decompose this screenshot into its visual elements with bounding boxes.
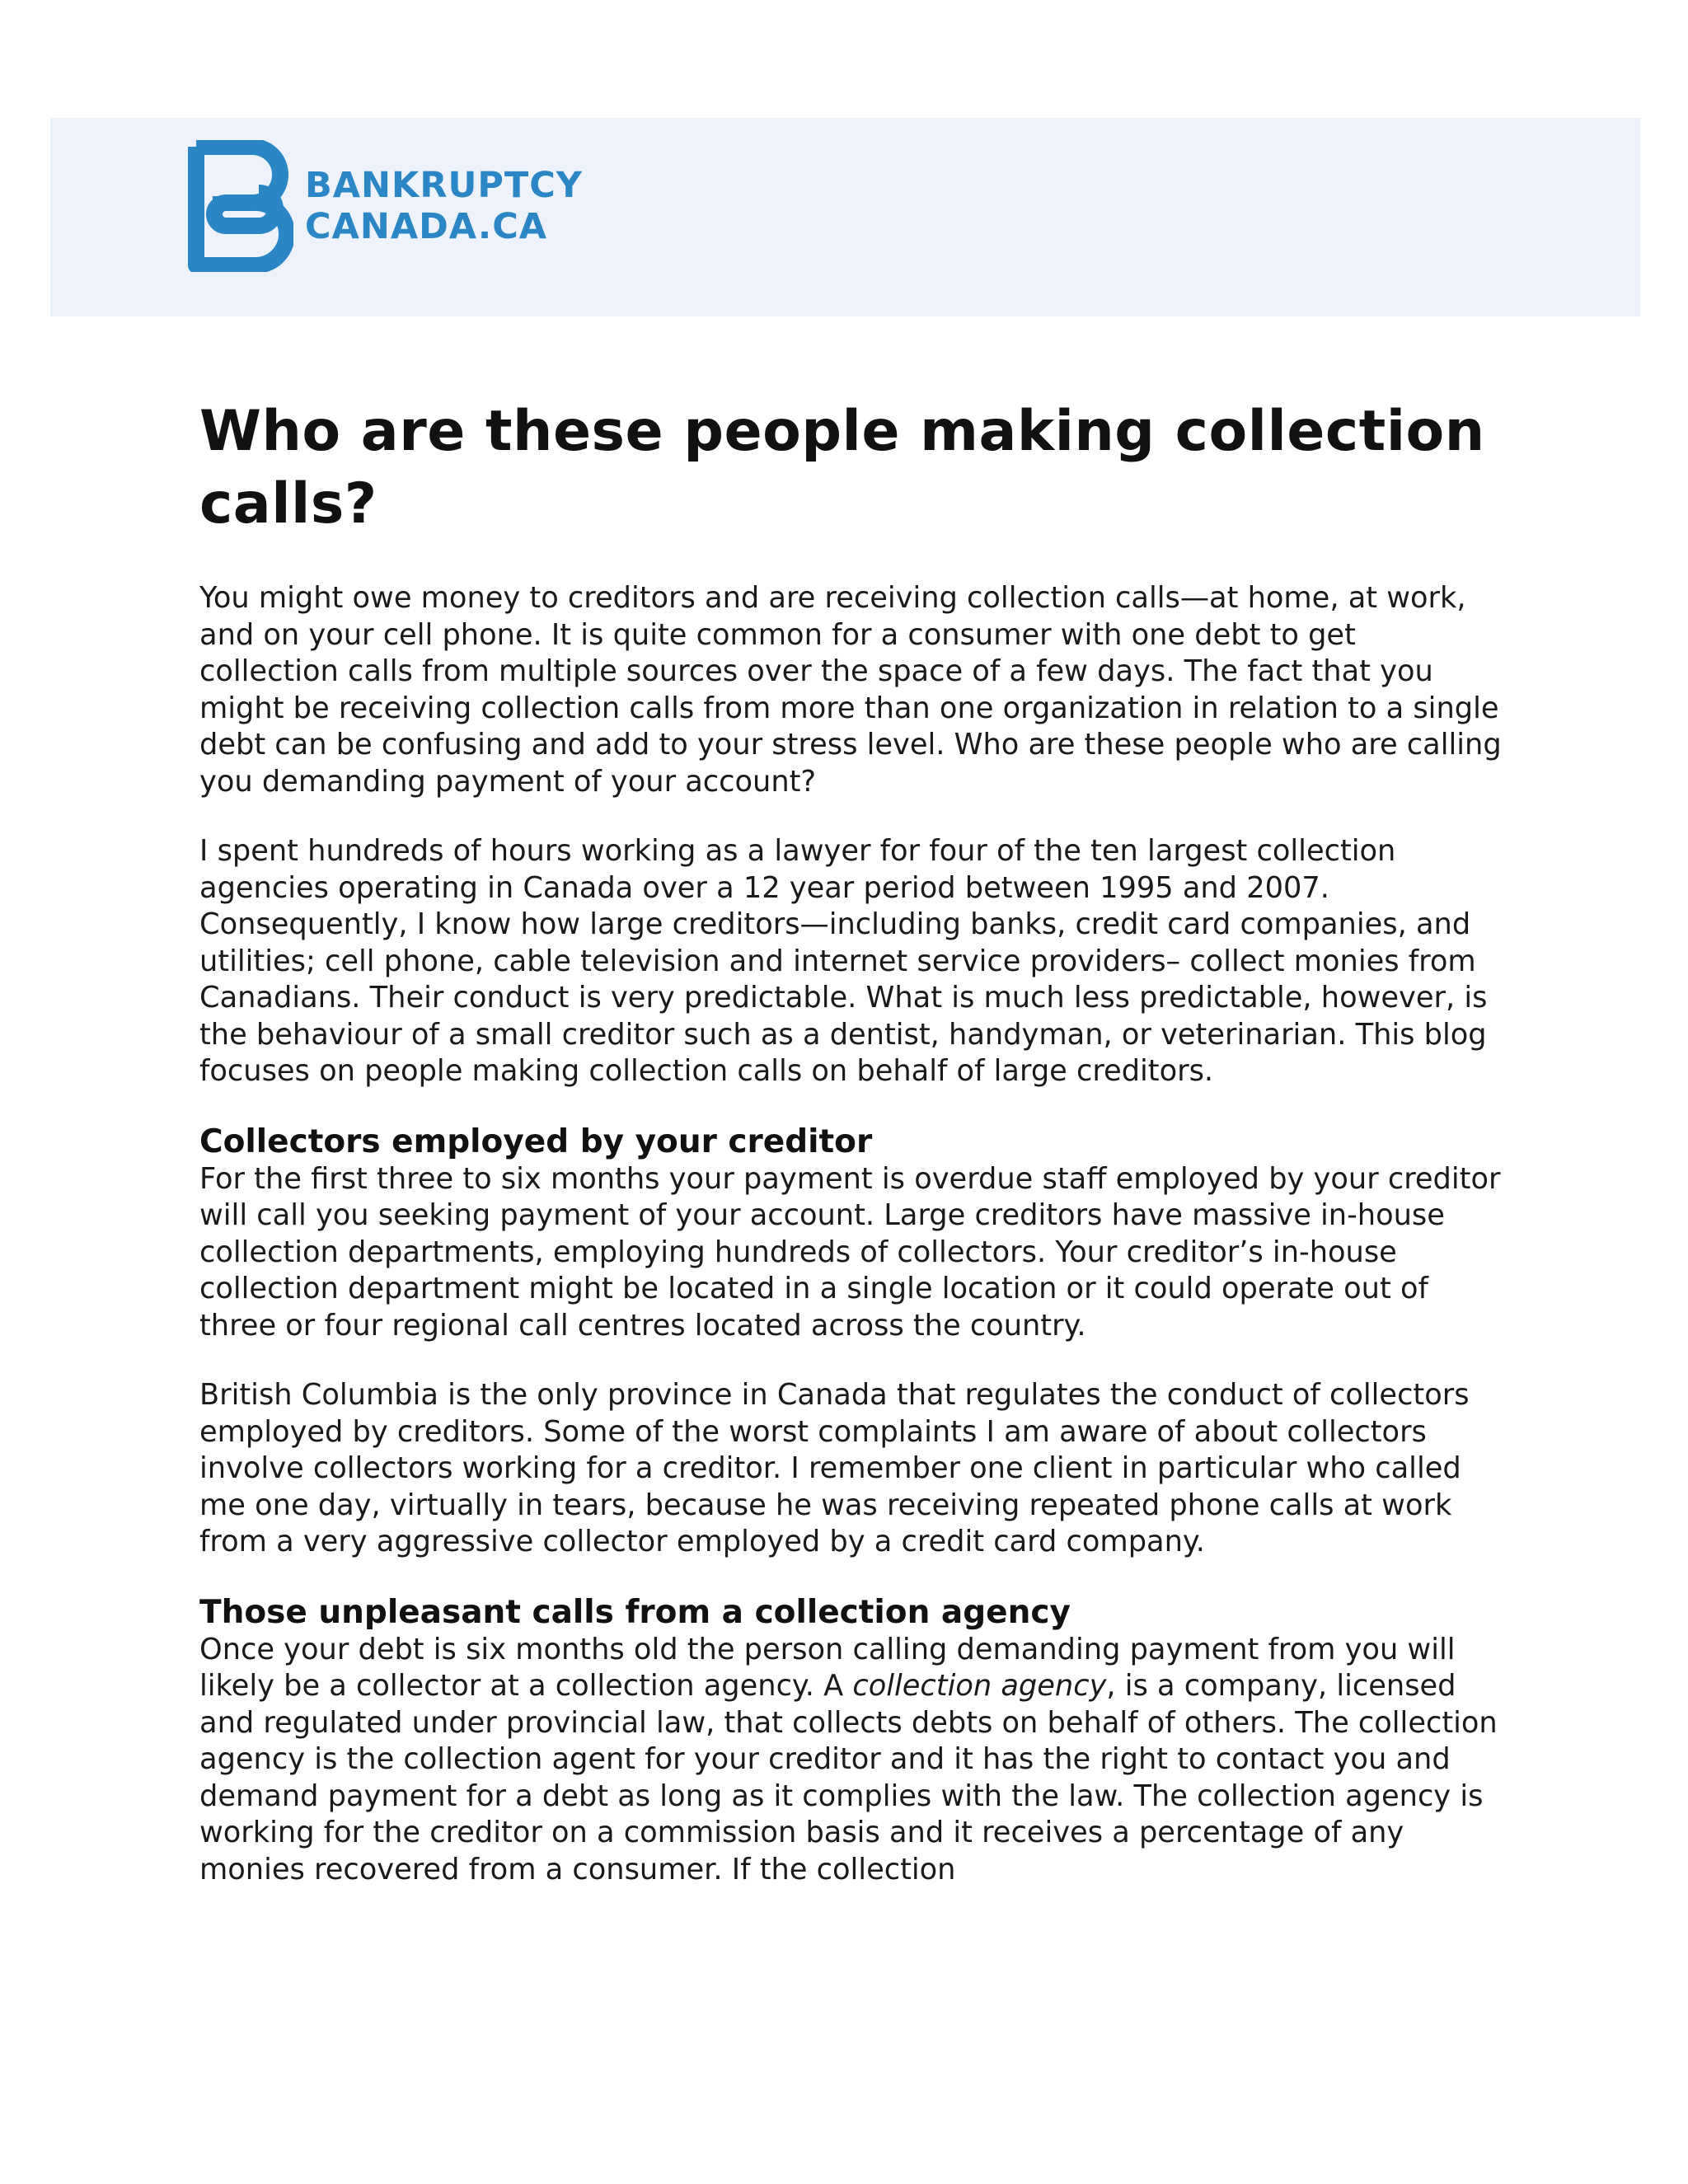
paragraph-intro: You might owe money to creditors and are receiving collection calls—at home, at work, and on your cell phone. It is quite common for a consumer with one debt to get collection calls from multiple sources over the space of a few days. The fact that you might be receiving collection calls from more than one organization in relation to a single debt can be confusing and add to your stress level. Who are these people who are calling you demanding payment of your account?	[199, 581, 1502, 799]
paragraph-collection-agency-end: , is a company, licensed and regulated under provincial law, that collects debts on behalf of others. The collection agency is the collection agent for your creditor and it has the right to contact you and demand payment for a debt as long as it complies with the law. The collection agency is working for the creditor on a commission basis and it receives a percentage of any monies recovered from a consumer. If the collection	[199, 1669, 1498, 1886]
paragraph-experience: I spent hundreds of hours working as a lawyer for four of the ten largest collection agencies operating in Canada over a 12 year period between 1995 and 2007. Consequently, I know how large creditors—including banks, credit card companies, and utilities; cell phone, cable television and internet service providers– collect monies from Canadians. Their conduct is very predictable. What is much less predictable, however, is the behaviour of a small creditor such as a dentist, handyman, or veterinarian. This blog focuses on people making collection calls on behalf of large creditors.	[199, 834, 1488, 1088]
article	[199, 396, 1502, 1921]
paragraph-collection-agency-start: Once your debt is six months old the person calling demanding payment from you will likely be a collector at a collection agency. A	[199, 1632, 1456, 1703]
paragraph-creditor-collectors: For the first three to six months your payment is overdue staff employed by your creditor will call you seeking payment of your account. Large creditors have massive in-house collection departments, employing hundreds of collectors. Your creditor’s in-house collection department might be located in a single location or it could operate out of three or four regional call centres located across the country.	[199, 1161, 1501, 1343]
logo-text-line2: CANADA.CA	[305, 206, 548, 247]
paragraph-collection-agency	[199, 1632, 1502, 1889]
heading-collection-agency: Those unpleasant calls from a collection agency	[199, 1593, 1071, 1631]
term-collection-agency: collection agency	[852, 1669, 1107, 1703]
heading-creditor-collectors: Collectors employed by your creditor	[199, 1122, 873, 1160]
logo-b-icon	[188, 140, 293, 272]
bankruptcy-canada-logo[interactable]	[188, 140, 583, 272]
paragraph-british-columbia: British Columbia is the only province in Canada that regulates the conduct of collectors employed by creditors. Some of the worst complaints I am aware of about collectors involve collectors working for a creditor. I remember one client in particular who called me one day, virtually in tears, because he was receiving repeated phone calls at work from a very aggressive collector employed by a credit card company.	[199, 1378, 1470, 1558]
logo-text-line1: BANKRUPTCY	[305, 165, 583, 206]
page-title: Who are these people making collection calls?	[199, 399, 1485, 537]
